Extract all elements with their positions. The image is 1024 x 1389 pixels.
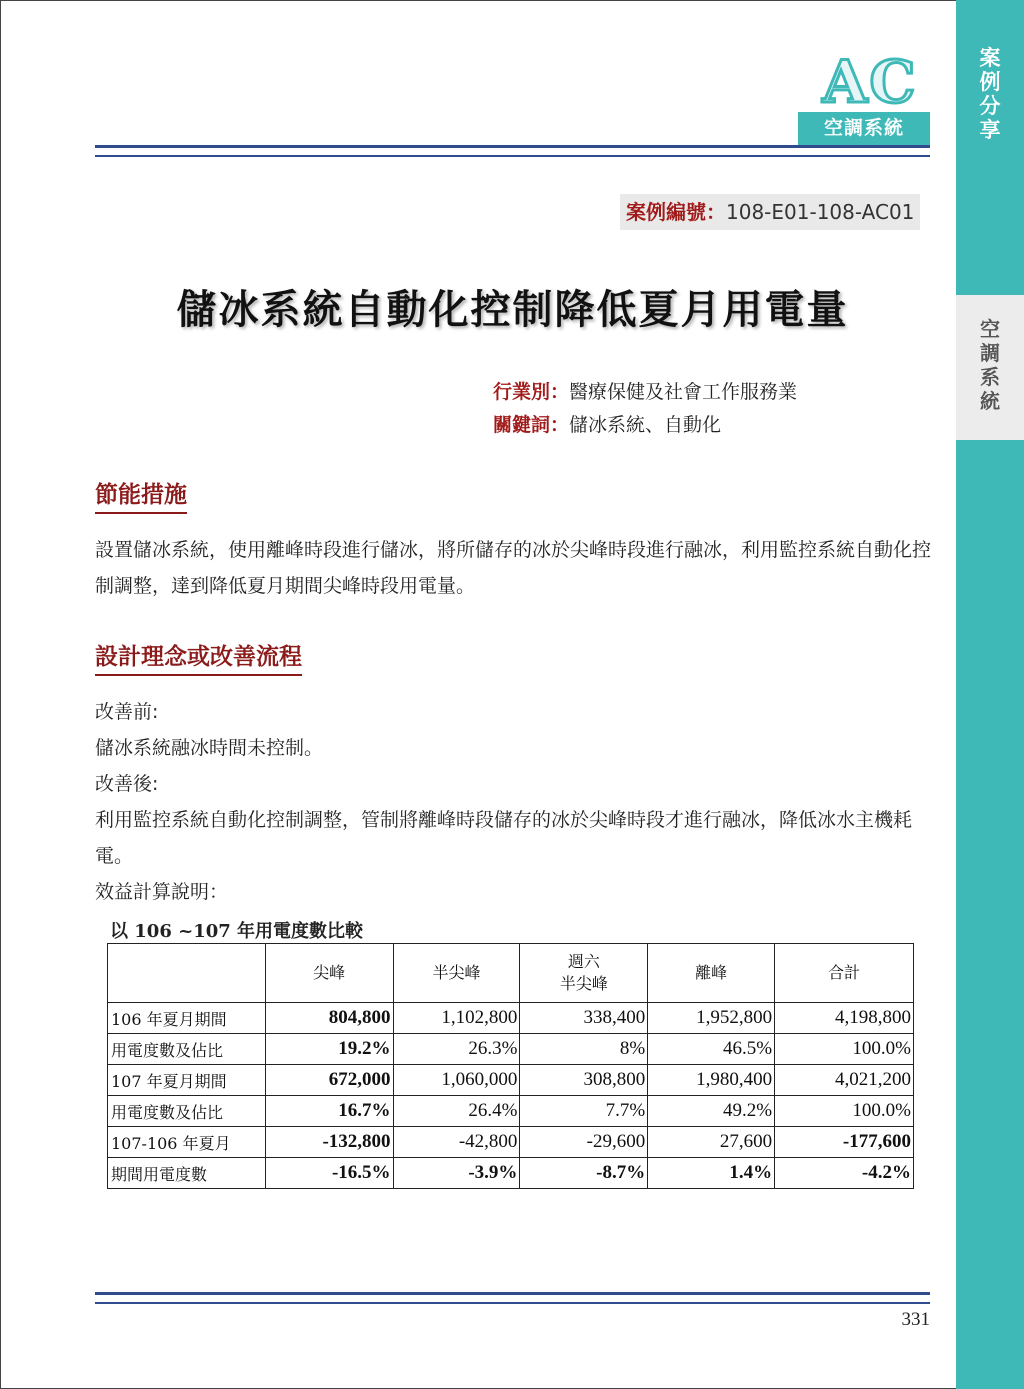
cell-value: 1,060,000 <box>393 1065 520 1096</box>
cell-value: 672,000 <box>265 1065 393 1096</box>
industry-value: 醫療保健及社會工作服務業 <box>569 381 798 403</box>
cell-share: 26.3% <box>393 1034 520 1065</box>
ac-logo-text: AC <box>822 52 918 110</box>
cell-value: -177,600 <box>775 1127 914 1158</box>
page-title: 儲冰系統自動化控制降低夏月用電量 <box>176 287 849 333</box>
cell-value: -29,600 <box>520 1127 648 1158</box>
section-title-design: 設計理念或改善流程 <box>95 638 302 676</box>
table-header-half-peak: 半尖峰 <box>393 944 520 1003</box>
section-title-measures: 節能措施 <box>95 476 187 514</box>
table-row <box>108 1127 914 1158</box>
table-header-off-peak: 離峰 <box>648 944 775 1003</box>
row-label: 期間用電度數 <box>108 1158 266 1189</box>
page-number: 331 <box>901 1309 930 1330</box>
comparison-table <box>107 943 914 1189</box>
cell-share: 49.2% <box>648 1096 775 1127</box>
side-tab-case-share-label <box>956 46 1024 142</box>
cell-share: 1.4% <box>648 1158 775 1189</box>
category-badge: 空調系統 <box>798 112 930 145</box>
table-row <box>108 1034 914 1065</box>
table-header-saturday-top: 週六 <box>567 952 600 971</box>
header-rule <box>95 145 930 157</box>
cell-share: 100.0% <box>775 1096 914 1127</box>
table-header-peak: 尖峰 <box>265 944 393 1003</box>
cell-share: 7.7% <box>520 1096 648 1127</box>
cell-share: 26.4% <box>393 1096 520 1127</box>
keywords-row <box>493 410 721 437</box>
before-text: 儲冰系統融冰時間未控制。 <box>95 737 324 759</box>
table-caption: 以 106 ~107 年用電度數比較 <box>110 921 364 942</box>
row-label: 用電度數及佔比 <box>108 1096 266 1127</box>
table-header-saturday-half-peak <box>520 944 648 1003</box>
cell-share: -8.7% <box>520 1158 648 1189</box>
benefit-label: 效益計算說明： <box>95 881 229 903</box>
side-tab-case-share[interactable] <box>956 20 1024 270</box>
case-id-value: 108-E01-108-AC01 <box>726 200 915 224</box>
table-header-row <box>108 944 914 1003</box>
cell-share: 16.7% <box>265 1096 393 1127</box>
cell-value: 308,800 <box>520 1065 648 1096</box>
table-row <box>108 1158 914 1189</box>
cell-value: 338,400 <box>520 1003 648 1034</box>
side-tab-case-share-text: 案例分享 <box>979 46 1001 142</box>
footer-rule <box>95 1292 930 1304</box>
table-row <box>108 1003 914 1034</box>
cell-value: 804,800 <box>265 1003 393 1034</box>
industry-row <box>493 377 797 404</box>
measures-paragraph: 設置儲冰系統，使用離峰時段進行儲冰，將所儲存的冰於尖峰時段進行融冰，利用監控系統自動化控制調整，達到降低夏月期間尖峰時段用電量。 <box>95 539 932 597</box>
row-label: 107 年夏月期間 <box>108 1065 266 1096</box>
row-label: 用電度數及佔比 <box>108 1034 266 1065</box>
cell-share: 8% <box>520 1034 648 1065</box>
cell-value: 1,952,800 <box>648 1003 775 1034</box>
table-row <box>108 1096 914 1127</box>
table-header-total: 合計 <box>775 944 914 1003</box>
industry-label: 行業別： <box>493 381 570 403</box>
cell-share: 100.0% <box>775 1034 914 1065</box>
table-row <box>108 1065 914 1096</box>
keywords-label: 關鍵詞： <box>493 414 570 436</box>
cell-share: -16.5% <box>265 1158 393 1189</box>
cell-share: 19.2% <box>265 1034 393 1065</box>
table-header-saturday-bottom: 半尖峰 <box>559 974 608 993</box>
cell-value: 27,600 <box>648 1127 775 1158</box>
cell-share: 46.5% <box>648 1034 775 1065</box>
cell-value: -42,800 <box>393 1127 520 1158</box>
table-header-empty <box>108 944 266 1003</box>
cell-value: 4,198,800 <box>775 1003 914 1034</box>
cell-value: 4,021,200 <box>775 1065 914 1096</box>
before-label: 改善前: <box>95 701 159 723</box>
cell-value: 1,980,400 <box>648 1065 775 1096</box>
row-label: 107-106 年夏月 <box>108 1127 266 1158</box>
cell-value: 1,102,800 <box>393 1003 520 1034</box>
cell-share: -4.2% <box>775 1158 914 1189</box>
after-label: 改善後: <box>95 773 159 795</box>
design-content <box>95 694 935 910</box>
ac-logo-icon <box>800 52 940 110</box>
cell-share: -3.9% <box>393 1158 520 1189</box>
case-id <box>620 194 920 230</box>
case-id-label: 案例編號： <box>626 200 726 224</box>
side-tab-ac-system-text: 空調系統 <box>980 317 1000 413</box>
cell-value: -132,800 <box>265 1127 393 1158</box>
after-text: 利用監控系統自動化控制調整，管制將離峰時段儲存的冰於尖峰時段才進行融冰，降低冰水主機耗電。 <box>95 809 913 867</box>
row-label: 106 年夏月期間 <box>108 1003 266 1034</box>
keywords-value: 儲冰系統、自動化 <box>569 414 722 436</box>
side-tab-ac-system-label <box>956 317 1024 413</box>
side-tab-ac-system[interactable] <box>956 295 1024 440</box>
